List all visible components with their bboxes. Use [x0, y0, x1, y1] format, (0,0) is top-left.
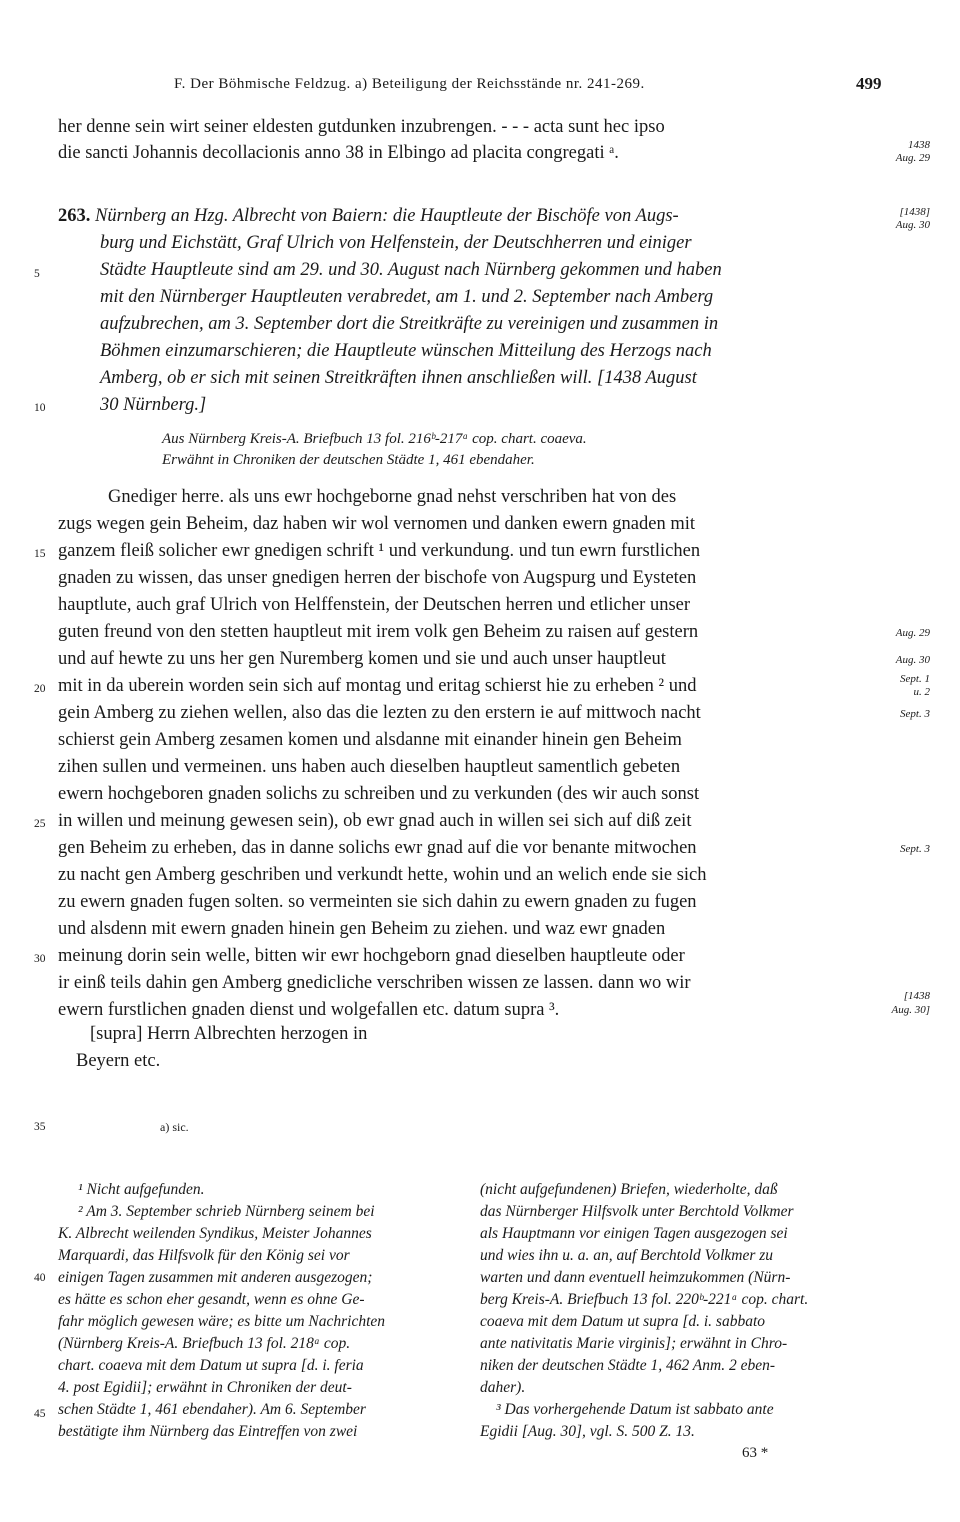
signature-mark: 63 * [742, 1445, 769, 1461]
doc-263-regest-line: 30 Nürnberg.] [100, 395, 207, 415]
doc-263-regest-line: Böhmen einzumarschieren; die Hauptleute wünschen Mitteilung des Herzogs nach [100, 341, 712, 361]
footnote-line: daher). [480, 1379, 526, 1396]
footnote-line: ³ Das vorhergehende Datum ist sabbato ante [496, 1401, 774, 1418]
footnote-line: fahr möglich gewesen wäre; es bitte um Nachrichten [58, 1313, 386, 1330]
doc-263-regest-line: burg und Eichstätt, Graf Ulrich von Helfenstein, der Deutschherren und einiger [100, 233, 692, 253]
margin-date: [1438] Aug. 30 [895, 206, 930, 231]
letter-line: und auf hewte zu uns her gen Nuremberg komen und sie und auch unser hauptleut [58, 649, 666, 669]
letter-line: guten freund von den stetten hauptleut mit irem volk gen Beheim zu raisen auf gestern [58, 622, 699, 642]
margin-date: u. 2 [913, 686, 930, 698]
line-number: 15 [34, 548, 46, 560]
line-number: 40 [34, 1272, 46, 1284]
margin-date: Aug. 30] [891, 1004, 930, 1016]
letter-line: zu ewern gnaden fugen solten. so vermeinten sie sich dahin zu ewern gnaden zu fugen [58, 892, 697, 912]
letter-line: ewern hochgeboren gnaden solichs zu schreiben und zu verkunden (des wir auch sonst [58, 784, 700, 804]
footnote-line: als Hauptmann vor einigen Tagen ausgezogen sei [480, 1225, 788, 1242]
line-number: 30 [34, 953, 46, 965]
footnote-line: coaeva mit dem Datum ut supra [d. i. sabbato [480, 1313, 766, 1330]
footnote-line: ante nativitatis Marie virginis]; erwähnt in Chro- [480, 1335, 788, 1352]
letter-address: [supra] Herrn Albrechten herzogen in [90, 1024, 368, 1044]
line-number: 25 [34, 818, 46, 830]
letter-line: mit in da uberein worden sein sich auf montag und eritag schierst hie zu erheben ² und [58, 676, 697, 696]
footnote-line: und wies ihn u. a. an, auf Berchtold Volkmer zu [480, 1247, 774, 1264]
margin-date: Sept. 3 [900, 843, 930, 855]
page-number: 499 [856, 74, 882, 93]
footnote-line: K. Albrecht weilenden Syndikus, Meister Johannes [58, 1225, 372, 1242]
line-number: 45 [34, 1408, 46, 1420]
footnote-line: es hätte es schon eher gesandt, wenn es ohne Ge- [58, 1291, 365, 1308]
doc-263-regest-line: Städte Hauptleute sind am 29. und 30. August nach Nürnberg gekommen und haben [100, 260, 722, 280]
margin-date: Sept. 1 [900, 673, 930, 685]
footnote-line: (nicht aufgefundenen) Briefen, wiederholte, daß [480, 1181, 778, 1198]
text-critical-note: a) sic. [160, 1120, 189, 1134]
prev-doc-line: her denne sein wirt seiner eldesten gutdunken inzubrengen. - - - acta sunt hec ipso [58, 117, 665, 137]
footnote-line: warten und dann eventuell heimzukommen (Nürn- [480, 1269, 791, 1286]
doc-263-regest-line: aufzubrechen, am 3. September dort die Streitkräfte zu vereinigen und zusammen in [100, 314, 719, 334]
doc-263-regest-line: mit den Nürnberger Hauptleuten verabredet, am 1. und 2. September nach Amberg [100, 287, 714, 307]
letter-line: zugs wegen gein Beheim, daz haben wir wol vernomen und danken ewern gnaden mit [58, 514, 696, 534]
margin-date: 1438 Aug. 29 [895, 139, 930, 164]
footnote-line: ² Am 3. September schrieb Nürnberg seinem bei [78, 1203, 375, 1220]
footnote-line: berg Kreis-A. Briefbuch 13 fol. 220ᵇ-221ᵃ cop. chart. [480, 1291, 809, 1308]
letter-line: und alsdenn mit ewern gnaden hinein gen Beheim zu ziehen. und waz ewr gnaden [58, 919, 666, 939]
letter-line: gnaden zu wissen, das unser gnedigen herren der bischofe von Augspurg und Eysteten [58, 568, 697, 588]
letter-line: hauptlute, auch graf Ulrich von Helffenstein, der Deutschen herren und etlicher unser [58, 595, 691, 615]
letter-line: in willen und meinung gewesen sein), ob ewr gnad auch in willen sei sich auf diß zeit [58, 811, 692, 831]
source-note: Aus Nürnberg Kreis-A. Briefbuch 13 fol. 216ᵇ-217ᵃ cop. chart. coaeva. [162, 431, 587, 447]
footnote-line: ¹ Nicht aufgefunden. [78, 1181, 205, 1198]
margin-date: Aug. 29 [895, 627, 930, 639]
footnote-line: einigen Tagen zusammen mit anderen ausgezogen; [58, 1269, 373, 1286]
footnote-line: das Nürnberger Hilfsvolk unter Berchtold Volkmer [480, 1203, 794, 1220]
letter-line: ir einß teils dahin gen Amberg gnedicliche verschriben wissen ze lassen. dann wo wir [58, 973, 691, 993]
line-number: 5 [34, 268, 40, 280]
running-title: F. Der Böhmische Feldzug. a) Beteiligung der Reichsstände nr. 241-269. [174, 76, 645, 92]
letter-line: meinung dorin sein welle, bitten wir ewr hochgeborn gnad dieselben hauptleute oder [58, 946, 685, 966]
prev-doc-line: die sancti Johannis decollacionis anno 38 in Elbingo ad placita congregati ᵃ. [58, 143, 619, 163]
letter-line: ganzem fleiß solicher ewr gnedigen schrift ¹ und verkundung. und tun ewrn furstlichen [58, 541, 701, 561]
footnote-line: niken der deutschen Städte 1, 462 Anm. 2 eben- [480, 1357, 775, 1374]
line-number: 10 [34, 402, 46, 414]
footnote-line: Egidii [Aug. 30], vgl. S. 500 Z. 13. [480, 1423, 695, 1440]
margin-date: Aug. 30 [895, 654, 930, 666]
letter-line: gen Beheim zu erheben, das in danne solichs ewr gnad auf die vor benante mitwochen [58, 838, 697, 858]
letter-line: zihen sullen und vermeinen. uns haben auch dieselben hauptleut samentlich gebeten [58, 757, 681, 777]
footnote-line: 4. post Egidii]; erwähnt in Chroniken der deut- [58, 1379, 352, 1396]
margin-date: Sept. 3 [900, 708, 930, 720]
line-number: 20 [34, 683, 46, 695]
doc-263-regest-line: 263. Nürnberg an Hzg. Albrecht von Baiern: die Hauptleute der Bischöfe von Augs- [58, 206, 679, 226]
letter-address: Beyern etc. [76, 1051, 161, 1071]
letter-line: zu nacht gen Amberg geschriben und verkundt hette, wohin und an welich ende sie sich [58, 865, 707, 885]
footnote-line: bestätigte ihm Nürnberg das Eintreffen von zwei [58, 1423, 358, 1440]
doc-number: 263. [58, 206, 91, 226]
footnote-line: chart. coaeva mit dem Datum ut supra [d. i. feria [58, 1357, 364, 1374]
letter-line: gein Amberg zu ziehen wellen, also das die lezten zu den erstern ie auf mittwoch nacht [58, 703, 701, 723]
doc-263-regest-line: Amberg, ob er sich mit seinen Streitkräften ihnen anschließen will. [1438 August [100, 368, 697, 388]
margin-date: [1438 [903, 990, 930, 1002]
footnote-line: (Nürnberg Kreis-A. Briefbuch 13 fol. 218ᵃ cop. [58, 1335, 351, 1352]
line-number: 35 [34, 1121, 46, 1133]
footnote-line: Marquardi, das Hilfsvolk für den König sei vor [58, 1247, 350, 1264]
source-note: Erwähnt in Chroniken der deutschen Städte 1, 461 ebendaher. [162, 452, 535, 468]
footnote-line: schen Städte 1, 461 ebendaher). Am 6. September [58, 1401, 366, 1418]
letter-line: ewern furstlichen gnaden dienst und wolgefallen etc. datum supra ³. [58, 1000, 560, 1020]
letter-line: Gnediger herre. als uns ewr hochgeborne gnad nehst verschriben hat von des [108, 487, 677, 507]
letter-line: schierst gein Amberg zesamen komen und alsdanne mit einander hinein gen Beheim [58, 730, 682, 750]
